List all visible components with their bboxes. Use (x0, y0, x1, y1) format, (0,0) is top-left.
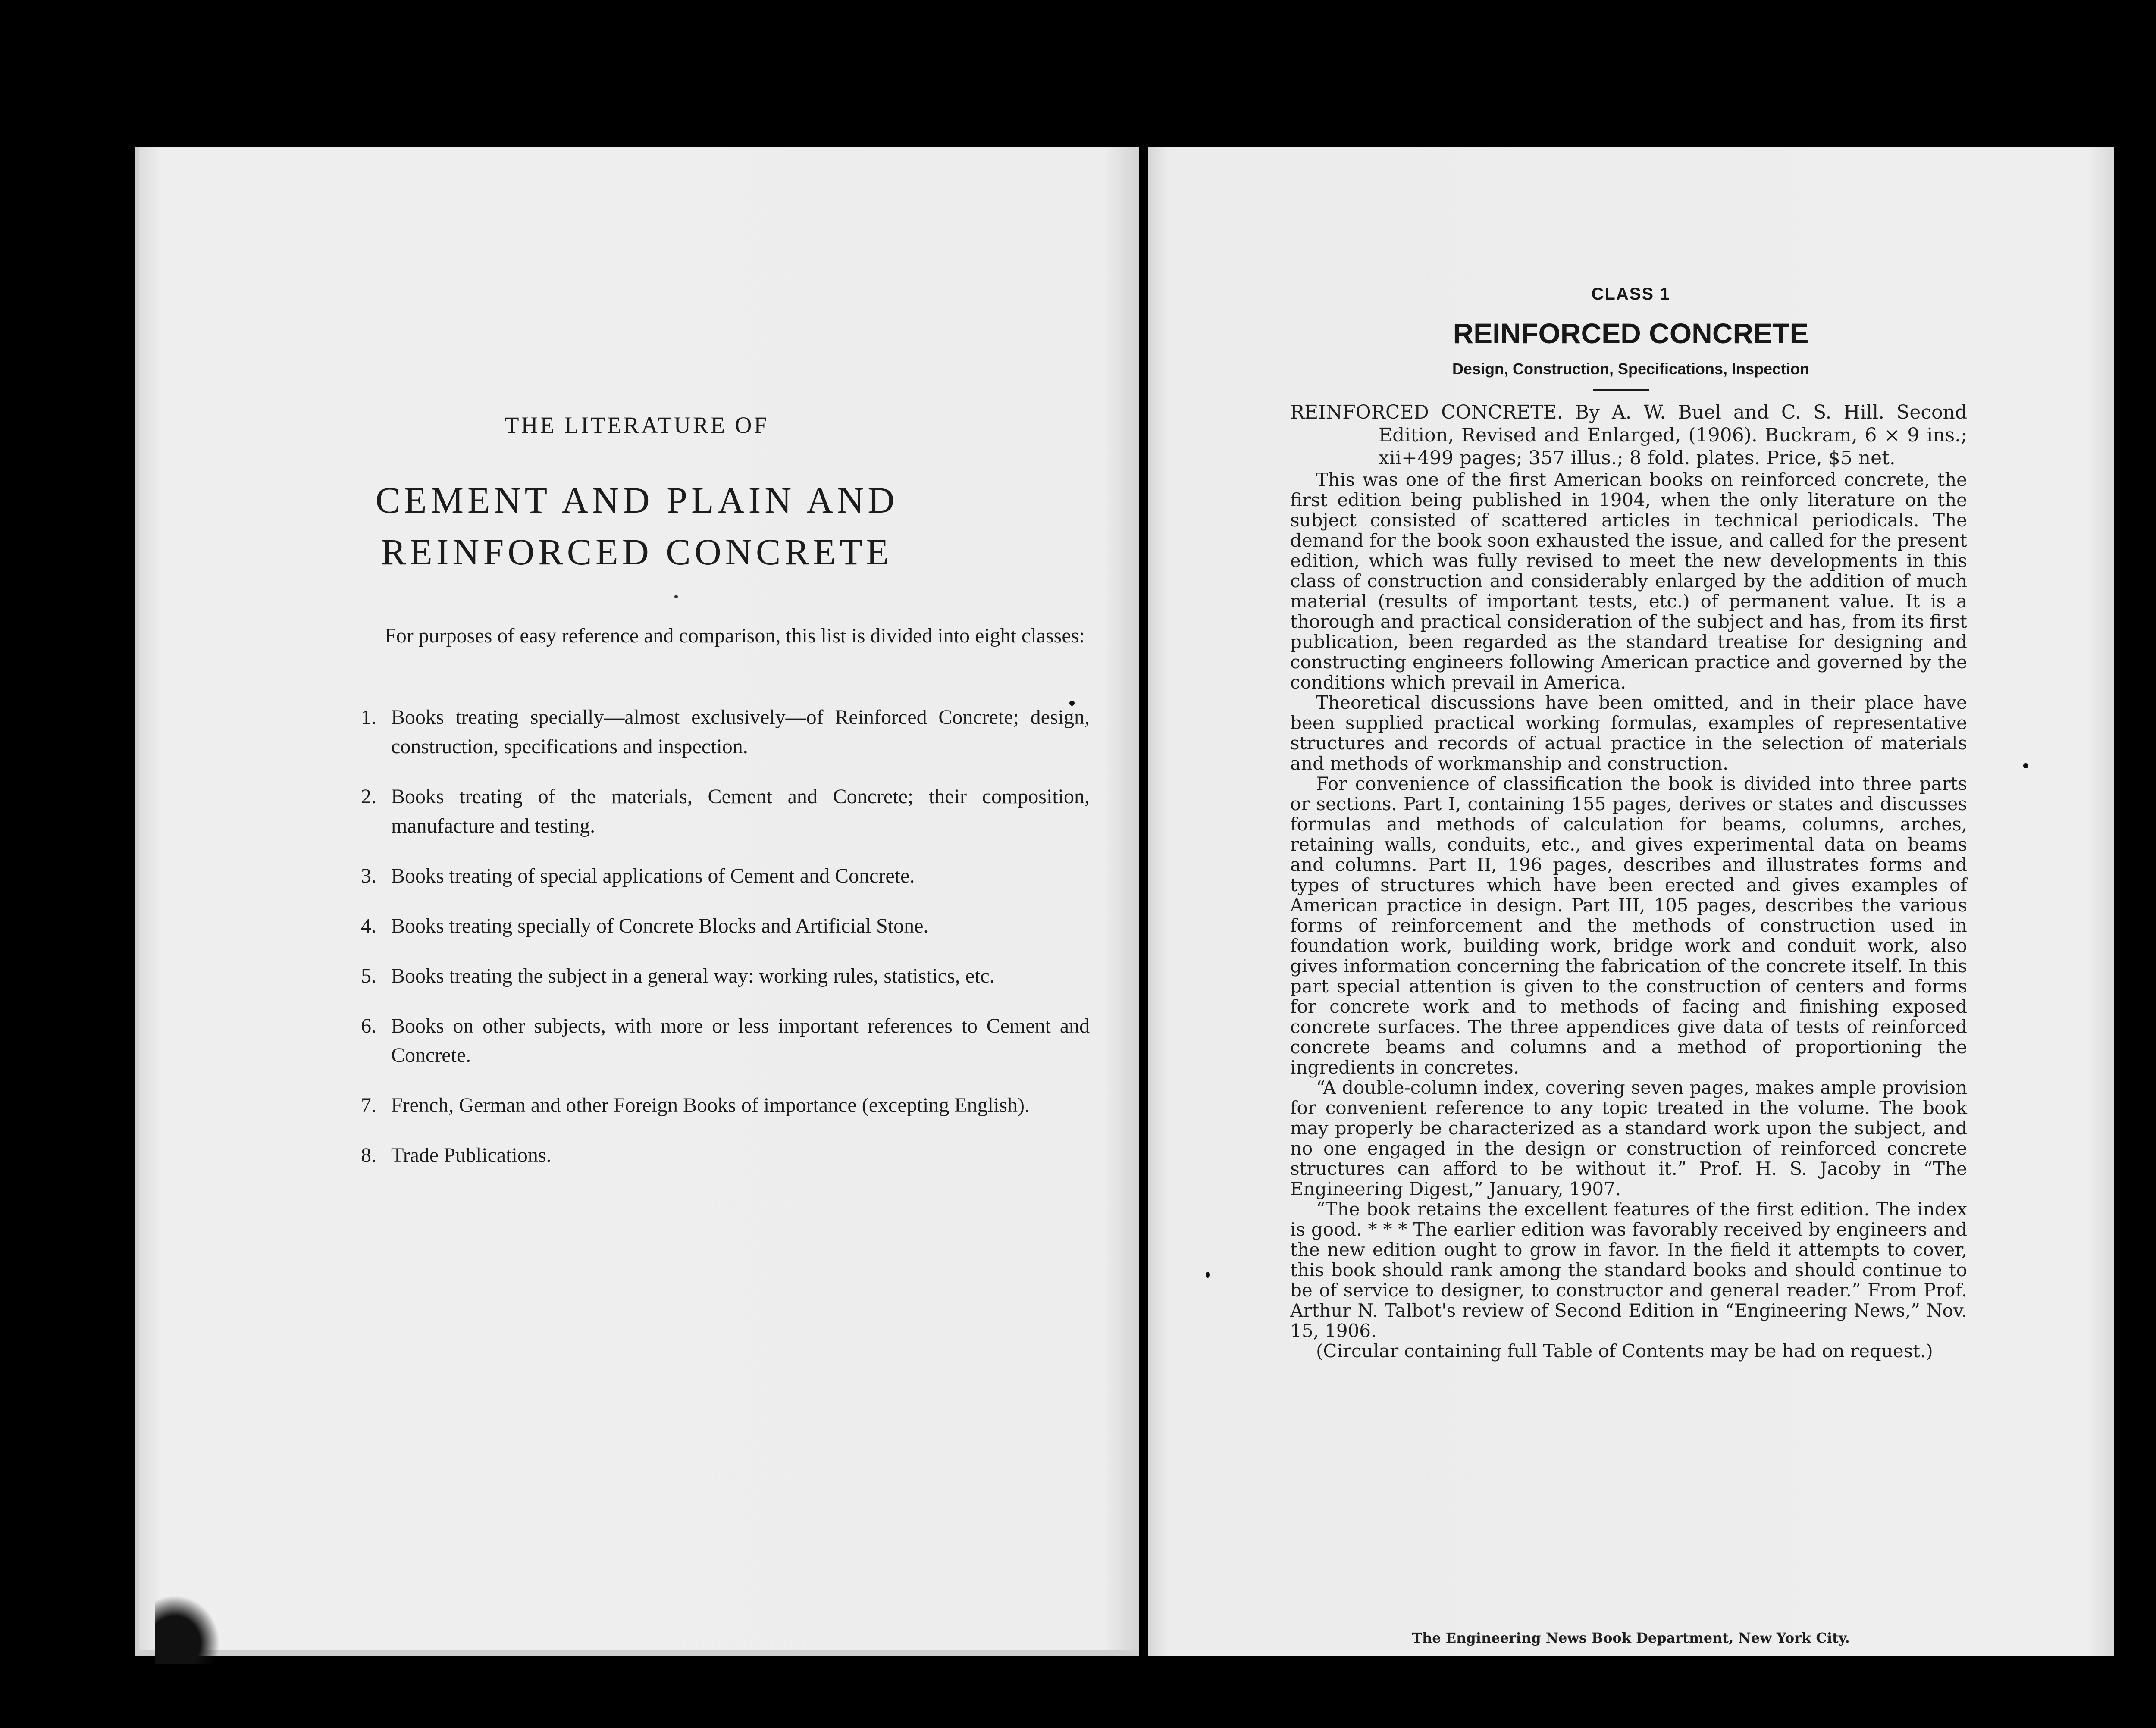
class-text: Trade Publications. (391, 1144, 552, 1167)
class-item (361, 911, 1090, 941)
class-text: French, German and other Foreign Books of importance (excepting English). (391, 1094, 1030, 1117)
book-title-line-1: CEMENT AND PLAIN AND (375, 479, 899, 521)
class-number: 6. (361, 1014, 376, 1037)
entry-paragraph: “A double-column index, covering seven pages, makes ample provision for convenient reference to any topic treated in the volume. The book may properly be characterized as a standard work upon the subject, and no one engaged in the design or construction of reinforced concrete structures can afford to be without it.” Prof. H. S. Jacoby in “The Engineering Digest,” January, 1907. (1290, 1077, 1967, 1199)
intro-paragraph: For purposes of easy reference and comparison, this list is divided into eight classes: (385, 624, 1085, 647)
entry-paragraph: This was one of the first American books on reinforced concrete, the first edition being published in 1904, when the only literature on the subject consisted of scattered articles in technical periodicals. The demand for the book soon exhausted the issue, and called for the present edition, which was fully revised to meet the new developments in this class of construction and considerably enlarged by the addition of much material (results of important tests, etc.) of permanent value. It is a thorough and practical consideration of the subject and has, from its first publication, been regarded as the standard treatise for designing and constructing engineers following American practice and governed by the conditions which prevail in America. (1290, 469, 1967, 693)
class-item (361, 961, 1090, 991)
class-number: 2. (361, 785, 376, 808)
class-list (361, 703, 1090, 1191)
class-number: 1. (361, 706, 376, 729)
entry-paragraph: Theoretical discussions have been omitted, and in their place have been supplied practical working formulas, examples of representative structures and records of actual practice in the selection of materials and methods of workmanship and construction. (1290, 692, 1967, 774)
divider-rule (1593, 389, 1649, 391)
class-text: Books treating specially—almost exclusively—of Reinforced Concrete; design, construction, specifications and inspection. (391, 706, 1090, 758)
left-page (135, 147, 1139, 1656)
publisher-footer: The Engineering News Book Department, New York City. (1412, 1630, 1850, 1646)
class-number: 5. (361, 964, 376, 987)
class-item (361, 782, 1090, 841)
class-text: Books on other subjects, with more or less important references to Cement and Concrete. (391, 1014, 1090, 1067)
page-corner-shadow (155, 1595, 220, 1664)
book-title (135, 474, 1139, 578)
class-subtitle: Design, Construction, Specifications, Inspection (1452, 360, 1810, 378)
entry-paragraph: For convenience of classification the book is divided into three parts or sections. Part I, containing 155 pages, derives or states and discusses formulas and methods of calculation for beams, columns, arches, retaining walls, conduits, etc., and gives experimental data on beams and columns. Part II, 196 pages, describes and illustrates forms and types of structures which have been erected and gives examples of American practice in design. Part III, 105 pages, describes the various forms of reinforcement and the methods of construction used in foundation work, building work, bridge work and conduit work, also gives information concerning the fabrication of the concrete itself. In this part special attention is given to the construction of centers and forms for concrete work and to methods of facing and finishing exposed concrete surfaces. The three appendices give data of tests of reinforced concrete beams and columns and a method of proportioning the ingredients in concretes. (1290, 773, 1967, 1078)
class-item (361, 861, 1090, 891)
class-text: Books treating of the materials, Cement and Concrete; their composition, manufacture and testing. (391, 785, 1090, 837)
class-item (361, 1011, 1090, 1070)
class-number: 7. (361, 1094, 376, 1117)
ink-speck (2023, 763, 2028, 768)
class-text: Books treating of special applications of Cement and Concrete. (391, 864, 915, 887)
class-number: 3. (361, 864, 376, 887)
right-page (1148, 147, 2114, 1656)
class-label: CLASS 1 (1591, 285, 1670, 304)
class-item (361, 1141, 1090, 1170)
entry-heading: REINFORCED CONCRETE. By A. W. Buel and C. S. Hill. Second Edition, Revised and Enlarged, (1906). Buckram, 6 × 9 ins.; xii+499 pages; 357 illus.; 8 fold. plates. Price, $5 net. (1290, 401, 1967, 469)
ink-speck (1069, 701, 1075, 706)
book-entry (1290, 401, 1967, 1361)
literature-of-heading: THE LITERATURE OF (505, 412, 769, 438)
class-item (361, 1091, 1090, 1120)
class-title: REINFORCED CONCRETE (1453, 317, 1809, 349)
ink-speck (1206, 1272, 1210, 1278)
class-text: Books treating the subject in a general way: working rules, statistics, etc. (391, 964, 995, 987)
entry-paragraph: (Circular containing full Table of Contents may be had on request.) (1316, 1340, 1933, 1362)
class-number: 8. (361, 1144, 376, 1167)
entry-paragraph: “The book retains the excellent features of the first edition. The index is good. * * * The earlier edition was favorably received by engineers and the new edition ought to grow in favor. In the field it attempts to cover, this book should rank among the standard books and should continue to be of service to designer, to constructor and general reader.” From Prof. Arthur N. Talbot's review of Second Edition in “Engineering News,” Nov. 15, 1906. (1290, 1199, 1967, 1341)
class-number: 4. (361, 914, 376, 937)
class-text: Books treating specially of Concrete Blocks and Artificial Stone. (391, 914, 929, 937)
class-item (361, 703, 1090, 761)
book-title-line-2: REINFORCED CONCRETE (381, 531, 893, 573)
ink-dot (674, 595, 678, 598)
